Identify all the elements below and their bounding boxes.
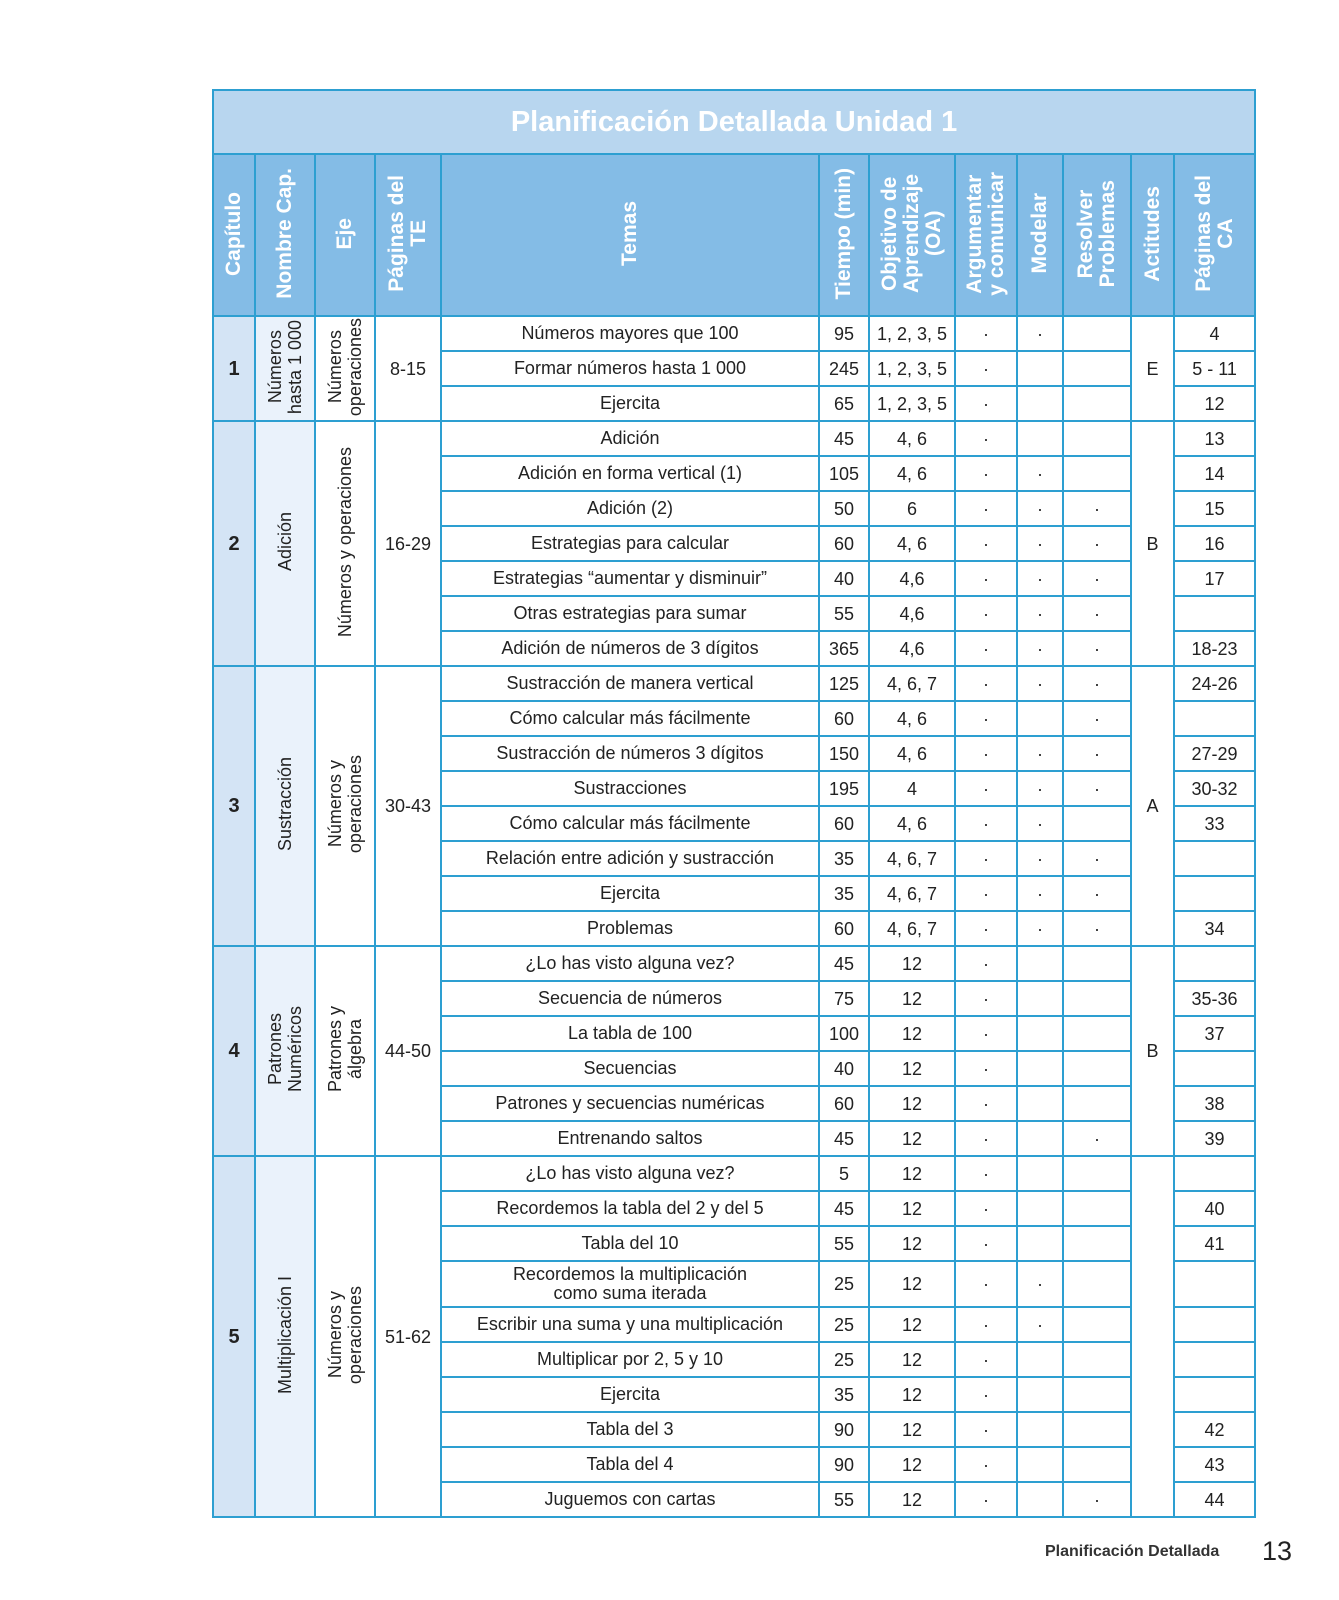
header-paginas-ca: Páginas del CA [1174,154,1255,316]
oa-cell: 12 [869,981,955,1016]
paginas-ca-cell [1174,1377,1255,1412]
paginas-ca-cell: 17 [1174,561,1255,596]
paginas-ca-cell: 38 [1174,1086,1255,1121]
oa-cell: 12 [869,1377,955,1412]
argumentar-cell: · [955,386,1017,421]
header-resolver: Resolver Problemas [1063,154,1131,316]
tema-cell: Adición en forma vertical (1) [441,456,819,491]
resolver-cell [1063,456,1131,491]
tiempo-cell: 45 [819,946,869,981]
chapter-name: Números hasta 1 000 [255,316,315,421]
tema-cell: Sustracciones [441,771,819,806]
tema-cell: Sustracción de números 3 dígitos [441,736,819,771]
header-capitulo: Capítulo [213,154,255,316]
argumentar-cell: · [955,981,1017,1016]
footer-label: Planificación Detallada [1045,1543,1220,1560]
oa-cell: 4, 6, 7 [869,911,955,946]
chapter-number: 2 [213,421,255,666]
tiempo-cell: 60 [819,701,869,736]
oa-cell: 12 [869,1086,955,1121]
tema-cell: Juguemos con cartas [441,1482,819,1517]
modelar-cell: · [1017,491,1063,526]
resolver-cell: · [1063,841,1131,876]
paginas-ca-cell: 34 [1174,911,1255,946]
argumentar-cell: · [955,491,1017,526]
tiempo-cell: 45 [819,1121,869,1156]
chapter-name: Patrones Numéricos [255,946,315,1156]
planning-table [212,89,1256,1518]
paginas-ca-cell: 18-23 [1174,631,1255,666]
header-paginas-te: Páginas del TE [375,154,441,316]
header-objetivo: Objetivo de Aprendizaje (OA) [869,154,955,316]
oa-cell: 4, 6, 7 [869,666,955,701]
modelar-cell [1017,1342,1063,1377]
paginas-ca-cell: 44 [1174,1482,1255,1517]
argumentar-cell: · [955,1482,1017,1517]
oa-cell: 12 [869,1342,955,1377]
argumentar-cell: · [955,1447,1017,1482]
tema-cell: Números mayores que 100 [441,316,819,351]
tiempo-cell: 195 [819,771,869,806]
tiempo-cell: 25 [819,1261,869,1307]
tiempo-cell: 50 [819,491,869,526]
resolver-cell: · [1063,1482,1131,1517]
argumentar-cell: · [955,561,1017,596]
resolver-cell [1063,421,1131,456]
tiempo-cell: 5 [819,1156,869,1191]
tema-cell: Estrategias para calcular [441,526,819,561]
modelar-cell [1017,351,1063,386]
argumentar-cell: · [955,1342,1017,1377]
chapter-eje: Números y operaciones [315,666,375,946]
oa-cell: 1, 2, 3, 5 [869,351,955,386]
tema-cell: Secuencia de números [441,981,819,1016]
tema-cell: Recordemos la multiplicación como suma iterada [441,1261,819,1307]
tema-cell: Adición (2) [441,491,819,526]
chapter-eje: Números y operaciones [315,421,375,666]
paginas-ca-cell: 35-36 [1174,981,1255,1016]
chapter-number: 1 [213,316,255,421]
oa-cell: 1, 2, 3, 5 [869,316,955,351]
paginas-ca-cell [1174,841,1255,876]
page-number: 13 [1262,1536,1293,1566]
modelar-cell: · [1017,526,1063,561]
tiempo-cell: 40 [819,561,869,596]
header-modelar: Modelar [1017,154,1063,316]
oa-cell: 12 [869,1121,955,1156]
tema-cell: Tabla del 3 [441,1412,819,1447]
tiempo-cell: 65 [819,386,869,421]
oa-cell: 12 [869,1482,955,1517]
paginas-ca-cell: 27-29 [1174,736,1255,771]
argumentar-cell: · [955,946,1017,981]
modelar-cell [1017,386,1063,421]
resolver-cell [1063,1226,1131,1261]
tiempo-cell: 55 [819,1482,869,1517]
tiempo-cell: 35 [819,841,869,876]
tiempo-cell: 90 [819,1412,869,1447]
modelar-cell [1017,1086,1063,1121]
tema-cell: Formar números hasta 1 000 [441,351,819,386]
paginas-ca-cell [1174,1051,1255,1086]
modelar-cell [1017,946,1063,981]
resolver-cell: · [1063,701,1131,736]
tiempo-cell: 90 [819,1447,869,1482]
chapter-pages-te: 51-62 [375,1156,441,1517]
oa-cell: 4, 6 [869,736,955,771]
oa-cell: 12 [869,1307,955,1342]
oa-cell: 4, 6 [869,456,955,491]
resolver-cell [1063,1412,1131,1447]
table-row [213,1156,1255,1191]
chapter-name: Sustracción [255,666,315,946]
modelar-cell: · [1017,456,1063,491]
modelar-cell: · [1017,911,1063,946]
modelar-cell [1017,1482,1063,1517]
resolver-cell: · [1063,526,1131,561]
tema-cell: Cómo calcular más fácilmente [441,806,819,841]
header-argumentar: Argumentar y comunicar [955,154,1017,316]
paginas-ca-cell: 37 [1174,1016,1255,1051]
oa-cell: 12 [869,1016,955,1051]
resolver-cell [1063,1016,1131,1051]
paginas-ca-cell: 40 [1174,1191,1255,1226]
argumentar-cell: · [955,1156,1017,1191]
header-eje: Eje [315,154,375,316]
paginas-ca-cell: 43 [1174,1447,1255,1482]
paginas-ca-cell [1174,596,1255,631]
oa-cell: 12 [869,1226,955,1261]
paginas-ca-cell: 15 [1174,491,1255,526]
tiempo-cell: 60 [819,1086,869,1121]
resolver-cell [1063,1156,1131,1191]
resolver-cell [1063,1342,1131,1377]
modelar-cell [1017,1447,1063,1482]
oa-cell: 4, 6, 7 [869,876,955,911]
modelar-cell [1017,981,1063,1016]
paginas-ca-cell: 33 [1174,806,1255,841]
paginas-ca-cell: 41 [1174,1226,1255,1261]
chapter-pages-te: 44-50 [375,946,441,1156]
table-title: Planificación Detallada Unidad 1 [213,90,1255,154]
tema-cell: ¿Lo has visto alguna vez? [441,1156,819,1191]
oa-cell: 12 [869,946,955,981]
tiempo-cell: 45 [819,421,869,456]
paginas-ca-cell: 13 [1174,421,1255,456]
argumentar-cell: · [955,771,1017,806]
tiempo-cell: 25 [819,1342,869,1377]
resolver-cell: · [1063,736,1131,771]
argumentar-cell: · [955,841,1017,876]
resolver-cell [1063,1307,1131,1342]
table-row [213,421,1255,456]
modelar-cell: · [1017,771,1063,806]
tiempo-cell: 35 [819,876,869,911]
tema-cell: Adición de números de 3 dígitos [441,631,819,666]
tiempo-cell: 25 [819,1307,869,1342]
resolver-cell: · [1063,911,1131,946]
oa-cell: 4,6 [869,596,955,631]
chapter-eje: Números operaciones [315,316,375,421]
chapter-number: 5 [213,1156,255,1517]
oa-cell: 12 [869,1447,955,1482]
paginas-ca-cell: 14 [1174,456,1255,491]
tiempo-cell: 55 [819,596,869,631]
resolver-cell [1063,946,1131,981]
chapter-eje: Números y operaciones [315,1156,375,1517]
argumentar-cell: · [955,421,1017,456]
actitud-cell: E [1131,316,1174,421]
chapter-pages-te: 8-15 [375,316,441,421]
tiempo-cell: 35 [819,1377,869,1412]
actitud-cell: A [1131,666,1174,946]
argumentar-cell: · [955,1412,1017,1447]
paginas-ca-cell: 4 [1174,316,1255,351]
resolver-cell: · [1063,666,1131,701]
argumentar-cell: · [955,1121,1017,1156]
chapter-name: Adición [255,421,315,666]
tema-cell: Tabla del 4 [441,1447,819,1482]
argumentar-cell: · [955,666,1017,701]
tema-cell: Estrategias “aumentar y disminuir” [441,561,819,596]
actitud-cell: B [1131,946,1174,1156]
argumentar-cell: · [955,1086,1017,1121]
resolver-cell [1063,1377,1131,1412]
tema-cell: Multiplicar por 2, 5 y 10 [441,1342,819,1377]
tiempo-cell: 100 [819,1016,869,1051]
tiempo-cell: 40 [819,1051,869,1086]
tiempo-cell: 95 [819,316,869,351]
tema-cell: Relación entre adición y sustracción [441,841,819,876]
tema-cell: Adición [441,421,819,456]
resolver-cell: · [1063,596,1131,631]
resolver-cell: · [1063,1121,1131,1156]
resolver-cell [1063,981,1131,1016]
modelar-cell: · [1017,806,1063,841]
header-actitudes: Actitudes [1131,154,1174,316]
oa-cell: 4, 6 [869,701,955,736]
modelar-cell [1017,1412,1063,1447]
tiempo-cell: 245 [819,351,869,386]
argumentar-cell: · [955,1377,1017,1412]
tiempo-cell: 45 [819,1191,869,1226]
tema-cell: Entrenando saltos [441,1121,819,1156]
argumentar-cell: · [955,911,1017,946]
tema-cell: Secuencias [441,1051,819,1086]
tiempo-cell: 105 [819,456,869,491]
tema-cell: Ejercita [441,1377,819,1412]
paginas-ca-cell: 42 [1174,1412,1255,1447]
resolver-cell: · [1063,631,1131,666]
argumentar-cell: · [955,1226,1017,1261]
tema-cell: ¿Lo has visto alguna vez? [441,946,819,981]
paginas-ca-cell [1174,1261,1255,1307]
oa-cell: 12 [869,1051,955,1086]
resolver-cell [1063,1051,1131,1086]
modelar-cell: · [1017,596,1063,631]
actitud-cell: B [1131,421,1174,666]
modelar-cell: · [1017,736,1063,771]
modelar-cell [1017,701,1063,736]
tema-cell: Sustracción de manera vertical [441,666,819,701]
modelar-cell: · [1017,876,1063,911]
tema-cell: Ejercita [441,386,819,421]
modelar-cell [1017,1156,1063,1191]
chapter-eje: Patrones y álgebra [315,946,375,1156]
resolver-cell: · [1063,771,1131,806]
oa-cell: 4,6 [869,631,955,666]
modelar-cell [1017,1051,1063,1086]
tiempo-cell: 60 [819,911,869,946]
paginas-ca-cell [1174,1156,1255,1191]
modelar-cell [1017,1121,1063,1156]
resolver-cell [1063,1261,1131,1307]
resolver-cell [1063,1086,1131,1121]
resolver-cell [1063,316,1131,351]
oa-cell: 4, 6 [869,421,955,456]
chapter-number: 3 [213,666,255,946]
table-row [213,946,1255,981]
oa-cell: 12 [869,1261,955,1307]
paginas-ca-cell [1174,946,1255,981]
tema-cell: Escribir una suma y una multiplicación [441,1307,819,1342]
argumentar-cell: · [955,316,1017,351]
modelar-cell: · [1017,841,1063,876]
argumentar-cell: · [955,1051,1017,1086]
tiempo-cell: 365 [819,631,869,666]
paginas-ca-cell: 30-32 [1174,771,1255,806]
tiempo-cell: 75 [819,981,869,1016]
tema-cell: Recordemos la tabla del 2 y del 5 [441,1191,819,1226]
modelar-cell: · [1017,1261,1063,1307]
argumentar-cell: · [955,631,1017,666]
argumentar-cell: · [955,876,1017,911]
tiempo-cell: 55 [819,1226,869,1261]
paginas-ca-cell [1174,876,1255,911]
resolver-cell: · [1063,876,1131,911]
paginas-ca-cell [1174,1342,1255,1377]
tema-cell: Cómo calcular más fácilmente [441,701,819,736]
oa-cell: 4, 6 [869,526,955,561]
tiempo-cell: 60 [819,806,869,841]
argumentar-cell: · [955,456,1017,491]
argumentar-cell: · [955,806,1017,841]
table-row [213,666,1255,701]
paginas-ca-cell: 24-26 [1174,666,1255,701]
argumentar-cell: · [955,596,1017,631]
header-tiempo: Tiempo (min) [819,154,869,316]
oa-cell: 12 [869,1156,955,1191]
tiempo-cell: 60 [819,526,869,561]
modelar-cell: · [1017,666,1063,701]
modelar-cell: · [1017,631,1063,666]
chapter-number: 4 [213,946,255,1156]
modelar-cell: · [1017,316,1063,351]
actitud-cell [1131,1156,1174,1517]
oa-cell: 12 [869,1412,955,1447]
chapter-pages-te: 16-29 [375,421,441,666]
oa-cell: 6 [869,491,955,526]
argumentar-cell: · [955,1307,1017,1342]
tema-cell: Problemas [441,911,819,946]
oa-cell: 1, 2, 3, 5 [869,386,955,421]
oa-cell: 12 [869,1191,955,1226]
table-row [213,316,1255,351]
tiempo-cell: 125 [819,666,869,701]
oa-cell: 4, 6, 7 [869,841,955,876]
chapter-name: Multiplicación I [255,1156,315,1517]
oa-cell: 4 [869,771,955,806]
paginas-ca-cell: 5 - 11 [1174,351,1255,386]
tema-cell: Ejercita [441,876,819,911]
tiempo-cell: 150 [819,736,869,771]
resolver-cell: · [1063,491,1131,526]
modelar-cell [1017,1226,1063,1261]
oa-cell: 4,6 [869,561,955,596]
resolver-cell [1063,351,1131,386]
header-nombre-cap: Nombre Cap. [255,154,315,316]
paginas-ca-cell: 39 [1174,1121,1255,1156]
resolver-cell: · [1063,561,1131,596]
oa-cell: 4, 6 [869,806,955,841]
modelar-cell: · [1017,561,1063,596]
paginas-ca-cell: 16 [1174,526,1255,561]
resolver-cell [1063,1447,1131,1482]
argumentar-cell: · [955,1191,1017,1226]
modelar-cell: · [1017,1307,1063,1342]
argumentar-cell: · [955,701,1017,736]
tema-cell: Tabla del 10 [441,1226,819,1261]
modelar-cell [1017,421,1063,456]
argumentar-cell: · [955,526,1017,561]
resolver-cell [1063,806,1131,841]
modelar-cell [1017,1377,1063,1412]
paginas-ca-cell: 12 [1174,386,1255,421]
modelar-cell [1017,1191,1063,1226]
modelar-cell [1017,1016,1063,1051]
paginas-ca-cell [1174,701,1255,736]
argumentar-cell: · [955,1016,1017,1051]
resolver-cell [1063,1191,1131,1226]
tema-cell: Otras estrategias para sumar [441,596,819,631]
header-temas: Temas [441,154,819,316]
chapter-pages-te: 30-43 [375,666,441,946]
argumentar-cell: · [955,351,1017,386]
tema-cell: Patrones y secuencias numéricas [441,1086,819,1121]
tema-cell: La tabla de 100 [441,1016,819,1051]
resolver-cell [1063,386,1131,421]
paginas-ca-cell [1174,1307,1255,1342]
argumentar-cell: · [955,736,1017,771]
argumentar-cell: · [955,1261,1017,1307]
